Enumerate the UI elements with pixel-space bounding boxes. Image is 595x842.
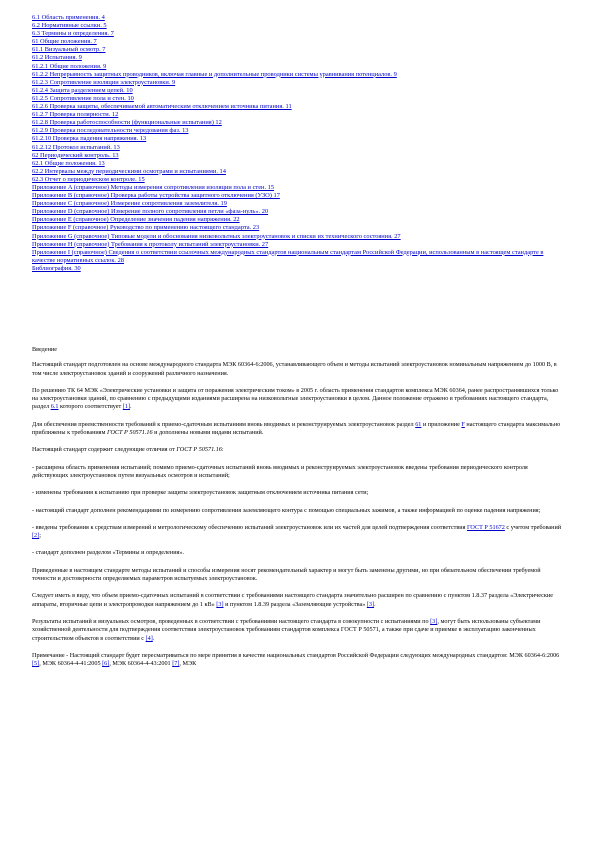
toc-entry bbox=[32, 184, 557, 192]
toc-link[interactable]: Приложение F (справочное) Руководство по применению настоящего стандарта. 23 bbox=[32, 224, 260, 232]
toc-link[interactable]: 62.1 Общие положения. 13 bbox=[32, 159, 105, 167]
paragraph-text: Примечание - Настоящий стандарт будет пересматриваться по мере принятия в качестве национальных стандартов Российской Федерации следующих международных стандартов: МЭК 60364-6:2006 bbox=[32, 651, 560, 659]
toc-link[interactable]: 62.2 Интервалы между периодическими осмотрами и испытаниями. 14 bbox=[32, 167, 226, 175]
toc-link[interactable]: 61.2.12 Протокол испытаний. 13 bbox=[32, 143, 120, 151]
list-item: - стандарт дополнен разделом «Термины и определения». bbox=[32, 549, 184, 557]
bibliography-link[interactable]: [3] bbox=[366, 600, 375, 608]
toc-link[interactable]: 61.2.9 Проверка последовательности чередования фаз. 13 bbox=[32, 127, 189, 135]
standard-reference: ГОСТ Р 50571.16 bbox=[176, 446, 222, 454]
toc-link[interactable]: 61.2.1 Общие положения. 9 bbox=[32, 62, 107, 70]
list-item: - изменены требования к испытанию при проверке защиты электроустановок защитным отключением источника питания сети; bbox=[32, 489, 369, 497]
toc-entry bbox=[32, 265, 557, 273]
paragraph-text: . bbox=[129, 403, 132, 411]
toc-entry bbox=[32, 30, 557, 38]
paragraph: Приведенные в настоящем стандарте методы испытаний и способы измерения носят рекомендательный характер и могут быть заменены другими, но при обязательном обеспечении требуемой точности и достоверности определяемых параметров испытуемых электроустановок. bbox=[32, 566, 541, 583]
paragraph-text: и дополнены новыми видами испытаний. bbox=[152, 429, 264, 437]
toc-entry bbox=[32, 208, 557, 216]
toc-link[interactable]: Приложение I (справочное) Сведения о соответствии ссылочных международных стандартов национальным стандартам Российской Федерации, использованным в настоящем стандарте в качестве нормативных ссылок. 28 bbox=[32, 248, 544, 264]
toc-link[interactable]: 61.2.7 Проверка полярности. 12 bbox=[32, 111, 119, 119]
toc-entry bbox=[32, 54, 557, 62]
toc-entry bbox=[32, 63, 557, 71]
paragraph-text: Для обеспечения преемственности требований к приемо-сдаточным испытаниям вновь вводимых и реконструируемых электроустановок раздел bbox=[32, 420, 416, 428]
toc-entry bbox=[32, 38, 557, 46]
toc-entry bbox=[32, 111, 557, 119]
standard-reference: ГОСТ Р 50571.16 bbox=[107, 429, 153, 437]
note-paragraph bbox=[32, 652, 562, 669]
toc-entry bbox=[32, 14, 557, 22]
paragraph-text: настоящего стандарта максимально приближены к требованиям bbox=[32, 420, 561, 437]
toc-entry bbox=[32, 249, 557, 265]
paragraph-text: , МЭК bbox=[179, 660, 197, 668]
toc-link[interactable]: 6.1 Область применения. 4 bbox=[32, 14, 105, 21]
bibliography-link[interactable]: [3] bbox=[430, 617, 438, 625]
toc-link[interactable]: 61.2.4 Защита разделением цепей. 10 bbox=[32, 86, 133, 94]
bibliography-link[interactable]: [7] bbox=[172, 660, 180, 668]
toc-link[interactable]: 61.2.2 Непрерывность защитных проводников, включая главные и дополнительные проводники системы уравнивания потенциалов. 9 bbox=[32, 70, 397, 78]
appendix-link[interactable]: F bbox=[461, 420, 465, 428]
toc-link[interactable]: 61.2.3 Сопротивление изоляции электроустановки. 9 bbox=[32, 78, 176, 86]
toc-link[interactable]: 62 Периодический контроль. 13 bbox=[32, 151, 119, 159]
list-item: - настоящий стандарт дополнен рекомендациями по измерению сопротивления заземляющего контура с помощью специальных зажимов, а также информацией по оценке падения напряжения; bbox=[32, 506, 541, 514]
toc-entry bbox=[32, 192, 557, 200]
bibliography-link[interactable]: [6] bbox=[102, 660, 110, 668]
paragraph-text: с учетом требований bbox=[504, 523, 562, 531]
toc-entry bbox=[32, 87, 557, 95]
paragraph-text: ; bbox=[39, 532, 41, 540]
paragraph-text: которого соответствует bbox=[58, 403, 123, 411]
paragraph-text: : bbox=[221, 446, 224, 454]
toc-link[interactable]: 61.2.6 Проверка защиты, обеспечиваемой автоматическим отключением источника питания. 11 bbox=[32, 103, 292, 111]
toc-link[interactable]: 61.1 Визуальный осмотр. 7 bbox=[32, 46, 106, 54]
paragraph bbox=[32, 446, 562, 454]
paragraph bbox=[32, 592, 562, 609]
list-item bbox=[32, 524, 562, 541]
paragraph bbox=[32, 387, 562, 412]
toc-link[interactable]: Приложение B (справочное) Проверка работы устройства защитного отключения (УЗО) 17 bbox=[32, 192, 280, 200]
toc-entry bbox=[32, 95, 557, 103]
bibliography-link[interactable]: [5] bbox=[32, 660, 40, 668]
paragraph-text: Результаты испытаний и визуальных осмотров, проведенных в соответствии с требованиями настоящего стандарта в совокупности с испытаниями по bbox=[32, 617, 431, 625]
paragraph-text: , могут быть использованы субъектами хозяйственной деятельности для подтверждения соответствия электроустановок требованиям стандартов комплекса ГОСТ Р 50571, а также при сдаче и приемке в эксплуатацию законченных строительством объектов в соответствии с bbox=[32, 617, 541, 642]
toc-entry bbox=[32, 79, 557, 87]
paragraph-text: . bbox=[152, 634, 155, 642]
toc-link[interactable]: Приложение C (справочное) Измерение сопротивления заземлителя. 19 bbox=[32, 200, 227, 208]
bibliography-link[interactable]: [3] bbox=[216, 600, 224, 608]
section-heading: Введение bbox=[32, 346, 57, 353]
toc-entry bbox=[32, 233, 557, 241]
toc-entry bbox=[32, 176, 557, 184]
bibliography-link[interactable]: [2] bbox=[32, 532, 40, 540]
paragraph bbox=[32, 618, 562, 643]
paragraph-text: и приложение bbox=[421, 420, 462, 428]
toc-entry bbox=[32, 241, 557, 249]
toc-entry bbox=[32, 22, 557, 30]
paragraph-text: . bbox=[374, 600, 376, 608]
toc-link[interactable]: Приложение H (справочное) Требования к протоколу испытаний электроустановки. 27 bbox=[32, 240, 269, 248]
toc-link[interactable]: Приложение G (справочное) Типовые модели и обоснования низковольтных электроустановок и списки их технического состояния. 27 bbox=[32, 232, 401, 240]
paragraph bbox=[32, 421, 562, 438]
paragraph-text: Следует иметь в виду, что объем приемо-сдаточных испытаний в соответствии с требованиями настоящего стандарта значительно расширен по сравнению с пунктом 1.8.37 раздела «Электрические аппараты, вторичные цепи и электропроводки напряжением до 1 кВ» bbox=[32, 592, 553, 608]
bibliography-link[interactable]: [4] bbox=[145, 634, 153, 642]
toc-link[interactable]: 6.3 Термины и определения. 7 bbox=[32, 30, 114, 38]
toc-link[interactable]: Приложение E (справочное) Определение значения падения напряжения. 22 bbox=[32, 216, 240, 224]
paragraph-text: , МЭК 60364-4-43:2001 bbox=[109, 660, 173, 668]
toc-entry bbox=[32, 71, 557, 79]
toc-entry bbox=[32, 103, 557, 111]
toc-entry bbox=[32, 200, 557, 208]
paragraph: Настоящий стандарт подготовлен на основе международного стандарта МЭК 60364-6:2006, устанавливающего объем и методы испытаний электроустановок номинальным напряжением до 1000 В, в том числе электроустановок зданий и сооружений различного назначения. bbox=[32, 361, 557, 377]
introduction-section bbox=[32, 346, 562, 677]
toc-entry bbox=[32, 216, 557, 224]
toc-entry bbox=[32, 135, 557, 143]
toc-link[interactable]: 61.2.5 Сопротивление пола и стен. 10 bbox=[32, 94, 134, 102]
toc-link[interactable]: 61 Общие положения. 7 bbox=[32, 38, 97, 46]
toc-link[interactable]: 61.2.10 Проверка падения напряжения. 13 bbox=[32, 135, 147, 143]
section-link[interactable]: 61 bbox=[415, 420, 422, 428]
toc-link[interactable]: 62.3 Отчет о периодическом контроле. 15 bbox=[32, 175, 145, 183]
standard-link[interactable]: ГОСТ Р 51672 bbox=[466, 523, 505, 531]
paragraph-text: По решению ТК 64 МЭК «Электрические установки и защита от поражения электрическим током» в 2005 г. область применения стандартов комплекса МЭК 60364, ранее распространявшихся только на электроустановки зданий, по сравнению с предыдущими изданиями расширена на низковольтные электроустановки в целом. Данное положение отражено в требованиях настоящего стандарта, раздел bbox=[32, 386, 559, 411]
toc-entry bbox=[32, 144, 557, 152]
paragraph-text: - введены требования к средствам измерений и метрологическому обеспечению испытаний электроустановок или их частей для целей подтверждения соответствия bbox=[32, 523, 467, 531]
section-link[interactable]: 6.1 bbox=[50, 403, 59, 411]
list-item: - расширена область применения испытаний; помимо приемо-сдаточных испытаний вновь вводимых и реконструируемых электроустановок введены требования периодического контроля действующих электроустановок путем визуальных осмотров и испытаний; bbox=[32, 463, 528, 479]
toc-link[interactable]: 6.2 Нормативные ссылки. 5 bbox=[32, 22, 107, 30]
toc-entry bbox=[32, 119, 557, 127]
toc-link[interactable]: Библиография. 30 bbox=[32, 264, 81, 272]
table-of-contents bbox=[32, 14, 557, 273]
toc-link[interactable]: Приложение D (справочное) Измерение полного сопротивления петли «фаза-нуль». 20 bbox=[32, 208, 269, 216]
paragraph-text: , МЭК 60364-4-41:2005 bbox=[39, 660, 103, 668]
toc-entry bbox=[32, 127, 557, 135]
toc-entry bbox=[32, 224, 557, 232]
toc-link[interactable]: 61.2 Испытания. 9 bbox=[32, 54, 82, 62]
toc-link[interactable]: Приложение A (справочное) Методы измерения сопротивления изоляции пола и стен. 15 bbox=[32, 183, 275, 191]
toc-entry bbox=[32, 160, 557, 168]
toc-entry bbox=[32, 46, 557, 54]
toc-entry bbox=[32, 168, 557, 176]
toc-link[interactable]: 61.2.8 Проверка работоспособности (функциональные испытания) 12 bbox=[32, 119, 222, 127]
paragraph-text: и пунктом 1.8.39 раздела «Заземляющие устройства» bbox=[223, 600, 367, 608]
bibliography-link[interactable]: [1] bbox=[122, 403, 130, 411]
paragraph-text: Настоящий стандарт содержит следующие отличия от bbox=[32, 446, 177, 454]
toc-entry bbox=[32, 152, 557, 160]
